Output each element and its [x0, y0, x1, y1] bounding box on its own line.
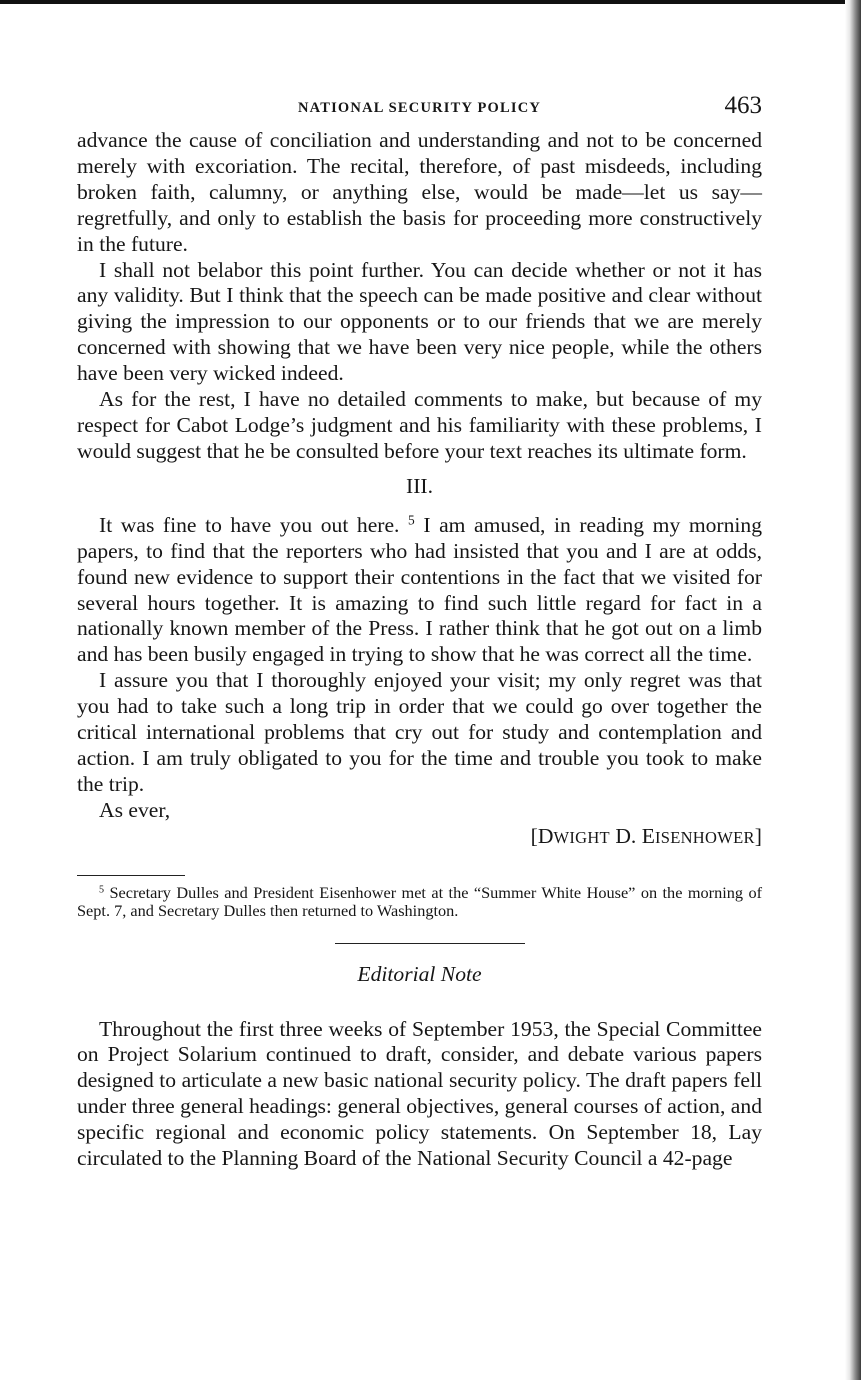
closing-line: As ever, — [99, 797, 171, 822]
editorial-note-title: Editorial Note — [357, 961, 482, 986]
running-title: NATIONAL SECURITY POLICY — [297, 100, 542, 116]
book-page — [77, 88, 762, 1172]
footnote-text: Secretary Dulles and President Eisenhower met at the “Summer White House” on the morning of Sept. 7, and Secretary Dulles then returned to Washington. — [77, 882, 763, 921]
signature-initial: E — [641, 823, 655, 848]
paragraph-text: I am amused, in reading my morning papers, to find that the reporters who had insisted that you and I are at odds, found new evidence to support their contentions in the fact that we visited for several hours together. It is amazing to find such little regard for fact in a nationally known member of the Press. I rather think that he got out on a limb and has been busily engaged in trying to show that he was correct all the time. — [77, 512, 762, 667]
paragraph: As for the rest, I have no detailed comments to make, but because of my respect for Cabot Lodge’s judgment and his familiarity with these problems, I would suggest that he be consulted before your text reaches its ultimate form. — [77, 387, 762, 463]
bracket-open: [ — [530, 823, 538, 848]
footnote-marker: 5 — [99, 884, 105, 896]
running-head — [77, 88, 762, 128]
signature-middle: D. — [609, 823, 642, 848]
signature — [77, 824, 762, 851]
letter-body — [77, 128, 762, 465]
footnote-rule — [77, 875, 185, 876]
page-top-edge — [0, 0, 861, 4]
signature-smallcaps: WIGHT — [553, 827, 610, 847]
paragraph: I shall not belabor this point further. You can decide whether or not it has any validity. But I think that the speech can be made positive and clear without giving the impression to our opponents or to our friends that we are merely concerned with showing that we have been very nice people, while the others have been very wicked indeed. — [77, 257, 762, 386]
paragraph: I assure you that I thoroughly enjoyed your visit; my only regret was that you had to take such a long trip in order that we could go over together the critical international problems that cry out for study and contemplation and action. I am truly obligated to you for the time and trouble you took to make the trip. — [77, 668, 762, 796]
section-divider — [335, 943, 525, 944]
footnote — [77, 884, 762, 921]
paragraph-continued: advance the cause of conciliation and understanding and not to be concerned merely with excoriation. The recital, therefore, of past misdeeds, including broken faith, calumny, or anything else, would be made—let us say—regretfully, and only to establish the basis for proceeding more constructively in the future. — [77, 128, 762, 256]
section-heading: III. — [406, 473, 433, 498]
paragraph-text: It was fine to have you out here. — [99, 512, 400, 537]
signature-smallcaps: ISENHOWER — [654, 827, 755, 847]
paragraph-with-note — [77, 513, 762, 668]
page-binding-edge — [845, 0, 861, 1380]
bracket-close: ] — [754, 823, 762, 848]
paragraph: Throughout the first three weeks of September 1953, the Special Committee on Project Solarium continued to draft, consider, and debate various papers designed to articulate a new basic national security policy. The draft papers fell under three general headings: general objectives, general courses of action, and specific regional and economic policy statements. On September 18, Lay circulated to the Planning Board of the National Security Council a 42-page — [77, 1016, 762, 1171]
footnote-reference: 5 — [408, 512, 415, 528]
page-number: 463 — [724, 92, 762, 119]
section-body — [77, 513, 762, 798]
editorial-note-body — [77, 1017, 762, 1172]
signature-initial: D — [537, 823, 554, 848]
